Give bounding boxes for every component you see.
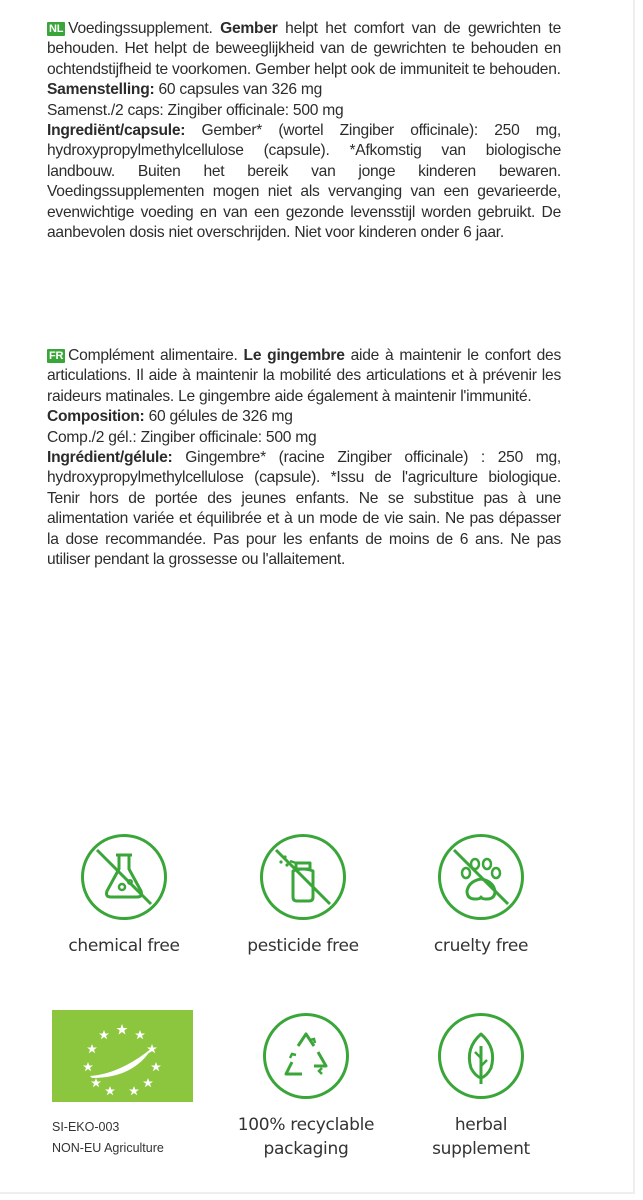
fr-brand: Le gingembre <box>243 347 345 364</box>
nl-ingredients <box>47 121 561 243</box>
nl-ingredients-value: Gember* (wortel Zingiber officinale): 250 mg, hydroxypropylmethylcellulose (capsule). *Afkomstig van biologische landbouw. Buiten het bereik van jonge kinderen bewaren. Voedingssupplementen mogen niet als vervanging van een gevarieerde, evenwichtige voeding en van een gezonde levensstijl worden gebruikt. De aanbevolen dosis niet overschrijden. Niet voor kinderen onder 6 jaar. <box>47 122 561 242</box>
nl-ingredients-label: Ingrediënt/capsule: <box>47 122 186 140</box>
nl-composition <box>47 80 561 100</box>
fr-intro-rest: aide à maintenir le confort des articulations. Il aide à maintenir la mobilité des articulations et à prévenir les raideurs matinales. Le gingembre aide également à maintenir l'immunité. <box>47 347 562 405</box>
fr-intro: Complément alimentaire. <box>68 347 244 364</box>
nl-language-badge: NL <box>49 23 64 35</box>
nl-brand: Gember <box>220 20 278 37</box>
recyclable-line2: packaging <box>263 1139 349 1159</box>
eu-organic-caption <box>52 1117 212 1159</box>
pesticide-free-label: pesticide free <box>247 936 359 956</box>
recyclable-line1: 100% recyclable <box>237 1115 375 1135</box>
fr-ingredients-label: Ingrédient/gélule: <box>47 449 173 467</box>
recyclable-label <box>221 1113 391 1161</box>
spray-bottle-icon <box>260 834 346 920</box>
fr-text-block <box>47 346 561 570</box>
fr-composition-label: Composition: <box>47 408 145 426</box>
nl-intro: Voedingssupplement. <box>68 20 221 37</box>
herbal-label <box>396 1113 566 1161</box>
organic-origin: NON-EU Agriculture <box>52 1141 164 1155</box>
nl-dose-line: Samenst./2 caps: Zingiber officinale: 500 mg <box>47 101 344 119</box>
eu-organic-leaf-logo <box>52 1010 193 1102</box>
recycle-icon <box>263 1013 349 1099</box>
nl-text-block <box>47 19 561 243</box>
pesticide-free-badge <box>218 834 388 958</box>
herbal-line1: herbal <box>454 1115 508 1135</box>
herbal-badge <box>396 1013 566 1161</box>
chemical-free-label: chemical free <box>68 936 180 956</box>
paw-icon <box>438 834 524 920</box>
cruelty-free-badge <box>396 834 566 958</box>
nl-composition-value: 60 capsules van 326 mg <box>154 81 323 99</box>
fr-ingredients-value: Gingembre* (racine Zingiber officinale) : 250 mg, hydroxypropylmethylcellulose (capsule). *Issu de l'agriculture biologique. Tenir hors de portée des jeunes enfants. Ne se substitue pas à une alimentation variée et équilibrée et à un mode de vie sain. Ne pas dépasser la dose recommandée. Pas pour les enfants de moins de 6 ans. Ne pas utiliser pendant la grossesse ou l'allaitement. <box>47 449 561 569</box>
nl-intro-rest: helpt het comfort van de gewrichten te behouden. Het helpt de beweeglijkheid van de gewrichten te behouden en ochtendstijfheid te voorkomen. Gember helpt ook de immuniteit te behouden. <box>47 20 561 78</box>
nl-composition-label: Samenstelling: <box>47 81 155 99</box>
fr-intro-paragraph <box>47 346 561 407</box>
fr-language-badge: FR <box>49 350 64 362</box>
leaf-icon <box>438 1013 524 1099</box>
fr-dose-line: Comp./2 gél.: Zingiber officinale: 500 mg <box>47 428 317 446</box>
herbal-line2: supplement <box>432 1139 530 1159</box>
eu-organic-badge <box>52 1010 212 1159</box>
fr-composition <box>47 407 561 427</box>
organic-code: SI-EKO-003 <box>52 1120 120 1134</box>
fr-composition-value: 60 gélules de 326 mg <box>144 408 293 426</box>
flask-icon <box>81 834 167 920</box>
nl-intro-paragraph <box>47 19 561 80</box>
cruelty-free-label: cruelty free <box>433 936 529 956</box>
fr-ingredients <box>47 448 561 570</box>
chemical-free-badge <box>39 834 209 958</box>
recyclable-badge <box>221 1013 391 1161</box>
